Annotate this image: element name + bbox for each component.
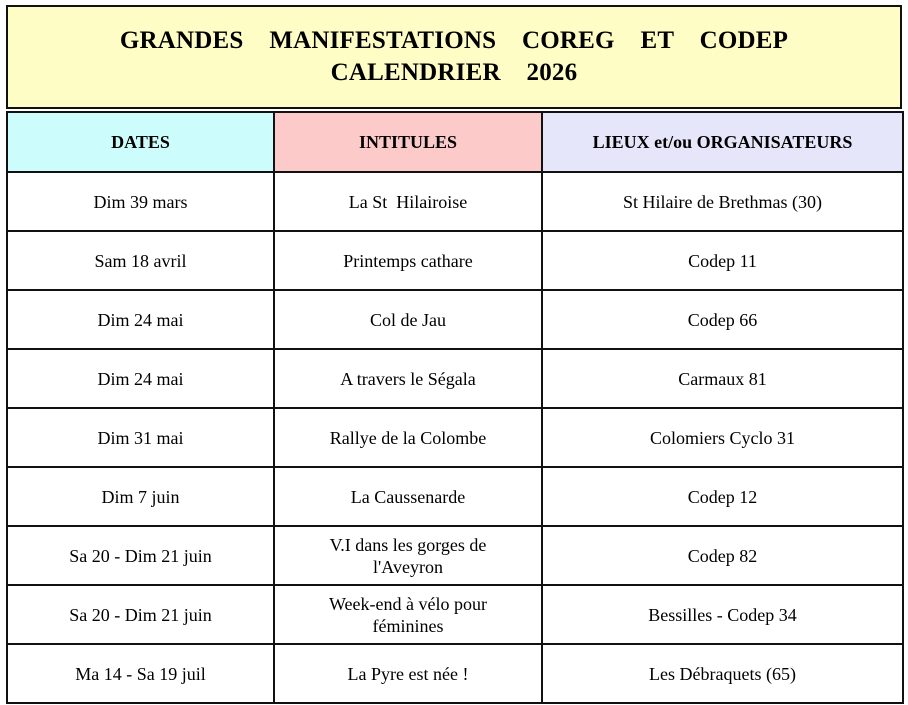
cell-intitule: La Pyre est née ! — [274, 644, 542, 703]
cell-intitule: La St Hilairoise — [274, 172, 542, 231]
table-row — [7, 349, 903, 408]
title-banner — [6, 5, 902, 109]
cell-date: Dim 7 juin — [7, 467, 274, 526]
page-subtitle: CALENDRIER 2026 — [330, 59, 578, 86]
cell-intitule: Week-end à vélo pour féminines — [274, 585, 542, 644]
table-header-row — [7, 112, 903, 172]
cell-intitule: Printemps cathare — [274, 231, 542, 290]
cell-intitule: Rallye de la Colombe — [274, 408, 542, 467]
cell-lieu: Carmaux 81 — [542, 349, 903, 408]
table-row — [7, 644, 903, 703]
cell-intitule: V.I dans les gorges de l'Aveyron — [274, 526, 542, 585]
cell-date: Sam 18 avril — [7, 231, 274, 290]
table-row — [7, 585, 903, 644]
page-title: GRANDES MANIFESTATIONS COREG ET CODEP — [119, 27, 789, 54]
cell-date: Dim 24 mai — [7, 349, 274, 408]
cell-date: Sa 20 - Dim 21 juin — [7, 585, 274, 644]
cell-lieu: Codep 11 — [542, 231, 903, 290]
table-row — [7, 290, 903, 349]
cell-intitule: A travers le Ségala — [274, 349, 542, 408]
cell-lieu: Codep 66 — [542, 290, 903, 349]
cell-lieu: St Hilaire de Brethmas (30) — [542, 172, 903, 231]
table-row — [7, 408, 903, 467]
cell-date: Dim 39 mars — [7, 172, 274, 231]
table-row — [7, 172, 903, 231]
table-row — [7, 526, 903, 585]
cell-date: Dim 24 mai — [7, 290, 274, 349]
cell-lieu: Codep 82 — [542, 526, 903, 585]
table-row — [7, 231, 903, 290]
calendar-table — [6, 111, 904, 704]
cell-intitule: La Caussenarde — [274, 467, 542, 526]
cell-lieu: Colomiers Cyclo 31 — [542, 408, 903, 467]
cell-date: Sa 20 - Dim 21 juin — [7, 526, 274, 585]
column-header-intitules: INTITULES — [274, 112, 542, 172]
cell-date: Ma 14 - Sa 19 juil — [7, 644, 274, 703]
cell-date: Dim 31 mai — [7, 408, 274, 467]
table-row — [7, 467, 903, 526]
cell-lieu: Les Débraquets (65) — [542, 644, 903, 703]
cell-intitule: Col de Jau — [274, 290, 542, 349]
column-header-dates: DATES — [7, 112, 274, 172]
cell-lieu: Bessilles - Codep 34 — [542, 585, 903, 644]
cell-lieu: Codep 12 — [542, 467, 903, 526]
column-header-lieux: LIEUX et/ou ORGANISATEURS — [542, 112, 903, 172]
